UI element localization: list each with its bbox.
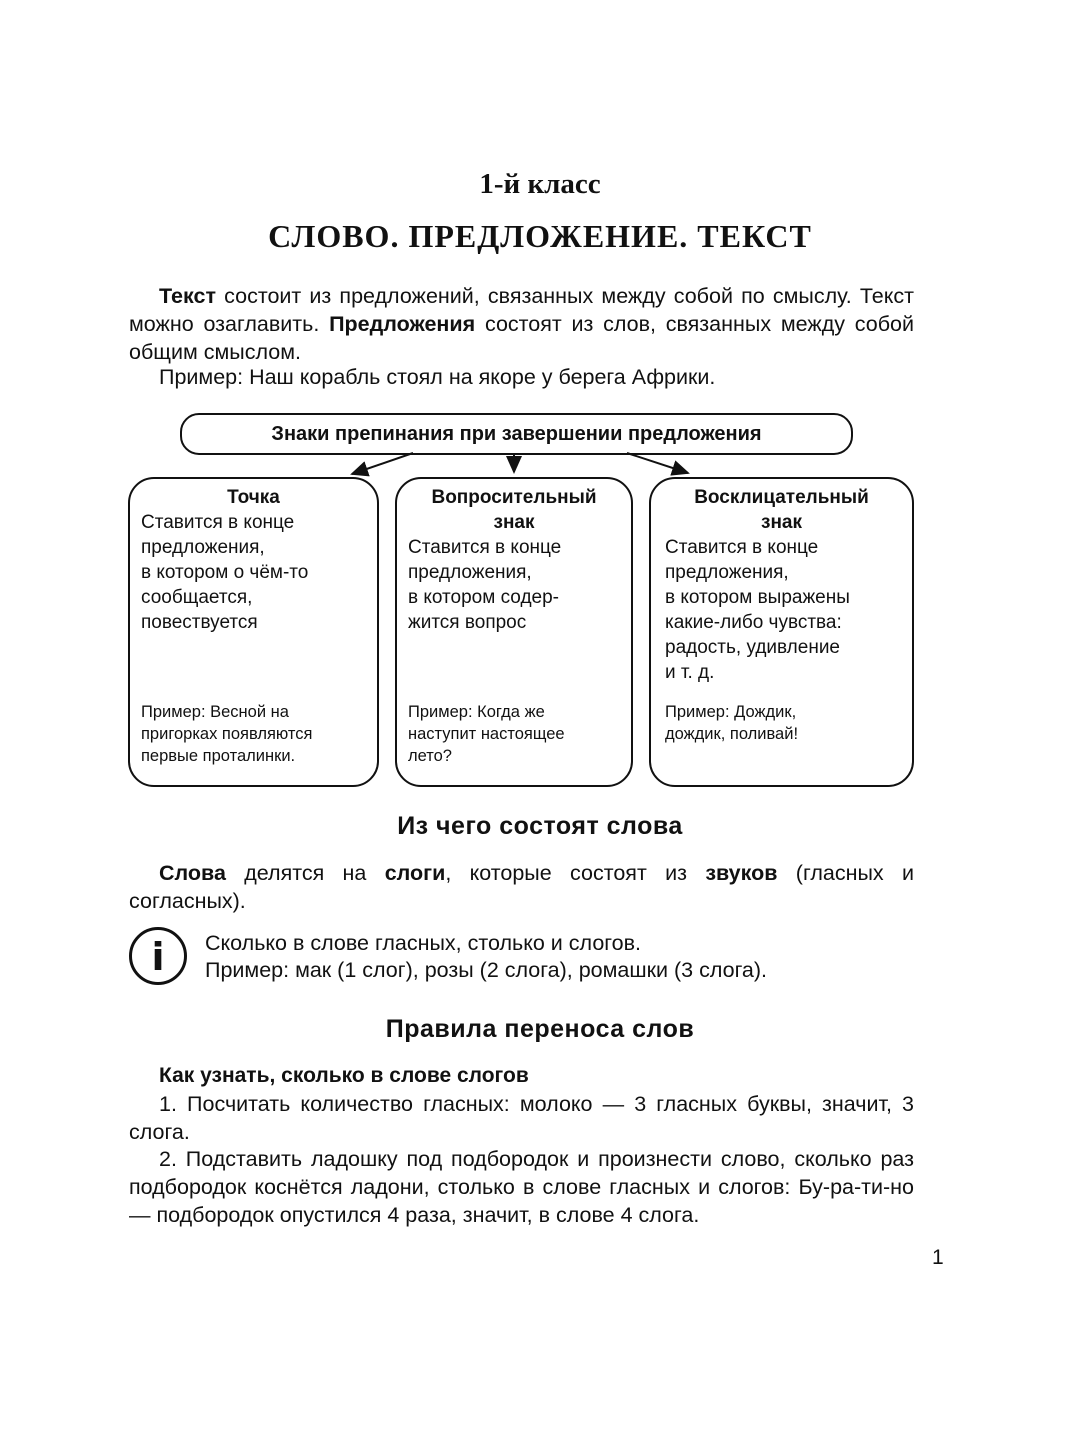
card-line: предложения, (408, 562, 532, 583)
card-line: какие-либо чувства: (665, 612, 842, 633)
card-exclamation-text (665, 535, 912, 685)
card-exclamation-title: Восклицательный знак (694, 487, 869, 533)
section-heading-hyphenation: Правила переноса слов (385, 1015, 695, 1043)
example-line: лето? (408, 747, 452, 765)
term-words: Слова (159, 861, 226, 885)
diagram-arrows (0, 0, 1080, 480)
card-exclamation-example (665, 701, 798, 745)
term-text: Текст (159, 284, 216, 308)
card-line: предложения, (665, 562, 789, 583)
term-syllables: слоги (384, 861, 446, 885)
words-text: , которые состоят из (445, 861, 706, 885)
page-number: 1 (932, 1246, 944, 1269)
card-period (128, 477, 379, 787)
info-line: Пример: мак (1 слог), розы (2 слога), ромашки (3 слога). (205, 958, 768, 982)
subheading-syllables: Как узнать, сколько в слове слогов (159, 1064, 529, 1087)
info-note (205, 930, 767, 984)
card-line: в котором о чём-то (141, 562, 309, 583)
card-period-text (141, 510, 377, 635)
intro-example: Пример: Наш корабль стоял на якоре у берега Африки. (159, 365, 716, 389)
example-line: Пример: Дождик, (665, 703, 797, 721)
grade-heading: 1-й класс (479, 168, 601, 200)
card-line: и т. д. (665, 662, 715, 683)
words-paragraph (129, 859, 914, 915)
words-text: (гласных и согласных). (129, 861, 914, 913)
example-line: Пример: Весной на (141, 703, 289, 721)
punctuation-heading-box: Знаки препинания при завершении предложения (180, 413, 853, 455)
card-line: Ставится в конце (665, 537, 819, 558)
info-icon: i (129, 927, 187, 985)
intro-text-2: состоят из слов, связанных между собой общим смыслом. (129, 312, 915, 364)
intro-text-1: состоит из предложений, связанных между собой по смыслу. Текст можно озаглавить. (129, 284, 914, 336)
example-line: наступит настоящее (408, 725, 565, 743)
card-question-text (408, 535, 631, 635)
card-line: Ставится в конце (408, 537, 562, 558)
section-heading-words: Из чего состоят слова (397, 812, 683, 840)
card-question-example (408, 701, 565, 767)
example-line: первые проталинки. (141, 747, 296, 765)
hyphenation-item-1: 1. Посчитать количество гласных: молоко — 3 гласных буквы, значит, 3 слога. (129, 1092, 914, 1144)
arrow-right (627, 453, 688, 473)
card-period-title: Точка (227, 487, 280, 508)
term-sentences: Предложения (329, 312, 476, 336)
card-line: в котором выражены (665, 587, 850, 608)
card-line: повествуется (141, 612, 258, 633)
hyphenation-item-2: 2. Подставить ладошку под подбородок и произнести слово, сколько раз подбородок коснётся ладони, столько в слове гласных и слогов: Бу-ра-ти-но — подбородок опустился 4 раза, значит, в слове 4 слога. (129, 1147, 914, 1227)
card-line: радость, удивление (665, 637, 840, 658)
example-line: пригорках появляются (141, 725, 313, 743)
card-question (395, 477, 633, 787)
arrow-left (352, 453, 413, 474)
example-line: Пример: Когда же (408, 703, 545, 721)
term-sounds: звуков (705, 861, 778, 885)
card-period-example (141, 701, 313, 767)
words-text: делятся на (225, 861, 385, 885)
example-line: дождик, поливай! (665, 725, 799, 743)
card-line: в котором содер- (408, 587, 559, 608)
card-line: предложения, (141, 537, 265, 558)
card-line: Ставится в конце (141, 512, 295, 533)
page-title: СЛОВО. ПРЕДЛОЖЕНИЕ. ТЕКСТ (268, 218, 812, 254)
card-line: жится вопрос (408, 612, 527, 633)
card-exclamation (649, 477, 914, 787)
card-line: сообщается, (141, 587, 253, 608)
card-question-title: Вопросительный знак (431, 487, 597, 533)
info-line: Сколько в слове гласных, столько и слогов. (205, 931, 641, 955)
